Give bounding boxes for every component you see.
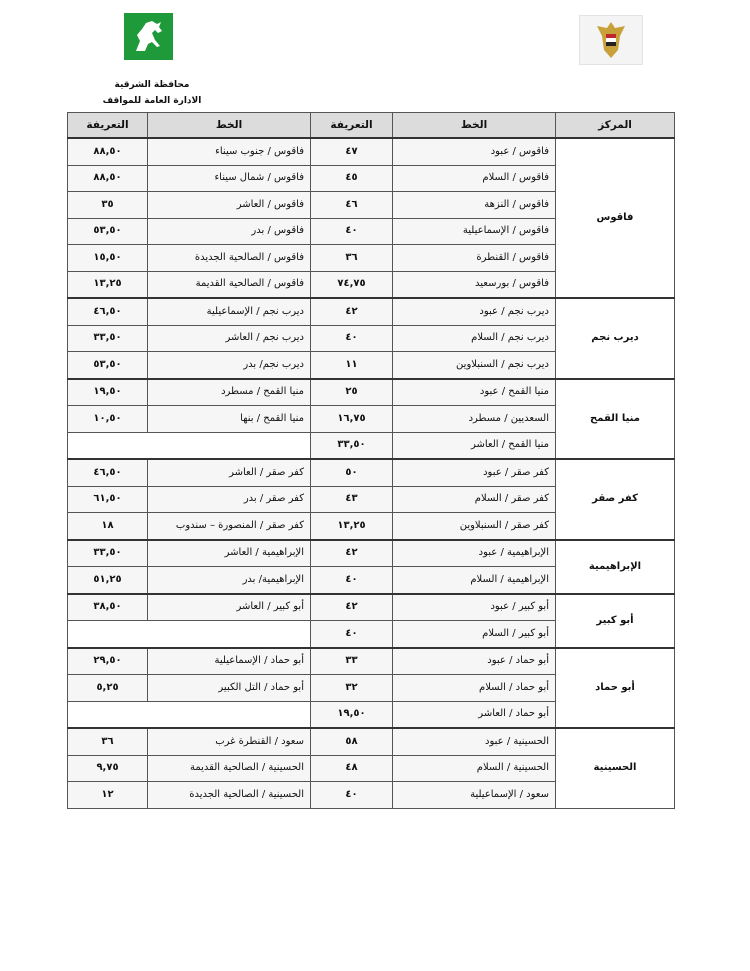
fare-cell: ٥٠ bbox=[311, 459, 393, 486]
line-cell: ديرب نجم / العاشر bbox=[148, 325, 311, 352]
fare-cell: ٤٢ bbox=[311, 540, 393, 567]
fare-cell: ٤٧ bbox=[311, 138, 393, 165]
fare-cell: ٤٥ bbox=[311, 165, 393, 192]
column-header-fare: التعريفة bbox=[311, 113, 393, 139]
table-row bbox=[68, 379, 675, 406]
line-cell: الحسينية / عبود bbox=[393, 728, 556, 755]
fare-cell: ٦١,٥٠ bbox=[68, 486, 148, 513]
line-cell: الحسينية / الصالحية الجديدة bbox=[148, 782, 311, 809]
fare-cell: ٣٣ bbox=[311, 648, 393, 675]
line-cell: ديرب نجم/ بدر bbox=[148, 352, 311, 379]
line-cell: أبو حماد / العاشر bbox=[393, 701, 556, 728]
fare-cell: ٣٨,٥٠ bbox=[68, 594, 148, 621]
line-cell: ديرب نجم / السلام bbox=[393, 325, 556, 352]
eagle-emblem-icon bbox=[580, 16, 642, 64]
fare-cell: ٥١,٢٥ bbox=[68, 567, 148, 594]
fare-cell: ٤٠ bbox=[311, 782, 393, 809]
center-name: فاقوس bbox=[556, 138, 675, 298]
line-cell: فاقوس / العاشر bbox=[148, 192, 311, 219]
fare-cell: ١٦,٧٥ bbox=[311, 406, 393, 433]
horse-emblem-icon bbox=[124, 13, 173, 60]
line-cell: ديرب نجم / السنبلاوين bbox=[393, 352, 556, 379]
line-cell: السعديين / مسطرد bbox=[393, 406, 556, 433]
fare-cell: ٤٠ bbox=[311, 325, 393, 352]
line-cell: الإبراهيمية / عبود bbox=[393, 540, 556, 567]
fare-cell: ١٢ bbox=[68, 782, 148, 809]
line-cell: الإبراهيمية / السلام bbox=[393, 567, 556, 594]
line-cell: فاقوس / شمال سيناء bbox=[148, 165, 311, 192]
fare-cell: ٤٦,٥٠ bbox=[68, 298, 148, 325]
line-cell: منيا القمح / مسطرد bbox=[148, 379, 311, 406]
column-header-line: الخط bbox=[393, 113, 556, 139]
table-row bbox=[68, 648, 675, 675]
empty-cell bbox=[68, 432, 311, 459]
fare-cell: ٤٨ bbox=[311, 755, 393, 782]
column-header-center: المركز bbox=[556, 113, 675, 139]
fare-cell: ٥,٢٥ bbox=[68, 675, 148, 702]
fare-cell: ٣٢ bbox=[311, 675, 393, 702]
fare-cell: ١٩,٥٠ bbox=[68, 379, 148, 406]
fare-cell: ٧٤,٧٥ bbox=[311, 271, 393, 298]
fare-cell: ٣٥ bbox=[68, 192, 148, 219]
line-cell: فاقوس / القنطرة bbox=[393, 245, 556, 272]
line-cell: الإبراهيمية/ بدر bbox=[148, 567, 311, 594]
fare-cell: ٥٨ bbox=[311, 728, 393, 755]
fare-cell: ٥٣,٥٠ bbox=[68, 218, 148, 245]
fare-cell: ١٠,٥٠ bbox=[68, 406, 148, 433]
fare-cell: ١١ bbox=[311, 352, 393, 379]
fare-cell: ٤٦,٥٠ bbox=[68, 459, 148, 486]
table-row bbox=[68, 728, 675, 755]
line-cell: الإبراهيمية / العاشر bbox=[148, 540, 311, 567]
empty-cell bbox=[68, 621, 311, 648]
line-cell: أبو حماد / السلام bbox=[393, 675, 556, 702]
fare-cell: ٩,٧٥ bbox=[68, 755, 148, 782]
fare-cell: ١٣,٢٥ bbox=[311, 513, 393, 540]
fares-table bbox=[67, 112, 675, 809]
fare-cell: ١٣,٢٥ bbox=[68, 271, 148, 298]
line-cell: منيا القمح / العاشر bbox=[393, 432, 556, 459]
fare-cell: ١٨ bbox=[68, 513, 148, 540]
fare-cell: ٤٠ bbox=[311, 567, 393, 594]
line-cell: أبو كبير / عبود bbox=[393, 594, 556, 621]
fare-cell: ٣٣,٥٠ bbox=[311, 432, 393, 459]
fare-cell: ٢٩,٥٠ bbox=[68, 648, 148, 675]
line-cell: منيا القمح / بنها bbox=[148, 406, 311, 433]
line-cell: فاقوس / جنوب سيناء bbox=[148, 138, 311, 165]
fare-cell: ٤٣ bbox=[311, 486, 393, 513]
fare-cell: ٤٠ bbox=[311, 621, 393, 648]
line-cell: فاقوس / النزهة bbox=[393, 192, 556, 219]
table-header-row bbox=[68, 113, 675, 139]
fare-cell: ٤٢ bbox=[311, 594, 393, 621]
center-name: أبو كبير bbox=[556, 594, 675, 648]
fare-cell: ١٩,٥٠ bbox=[311, 701, 393, 728]
column-header-fare-2: التعريفة bbox=[68, 113, 148, 139]
line-cell: أبو كبير / السلام bbox=[393, 621, 556, 648]
fare-cell: ٣٦ bbox=[311, 245, 393, 272]
line-cell: فاقوس / الصالحية الجديدة bbox=[148, 245, 311, 272]
fare-cell: ٤٦ bbox=[311, 192, 393, 219]
line-cell: كفر صقر / المنصورة – سندوب bbox=[148, 513, 311, 540]
line-cell: كفر صقر / بدر bbox=[148, 486, 311, 513]
line-cell: الحسينية / الصالحية القديمة bbox=[148, 755, 311, 782]
center-name: أبو حماد bbox=[556, 648, 675, 729]
center-name: ديرب نجم bbox=[556, 298, 675, 379]
table-row bbox=[68, 459, 675, 486]
line-cell: أبو حماد / التل الكبير bbox=[148, 675, 311, 702]
table-row bbox=[68, 594, 675, 621]
line-cell: ديرب نجم / الإسماعيلية bbox=[148, 298, 311, 325]
line-cell: كفر صقر / عبود bbox=[393, 459, 556, 486]
line-cell: كفر صقر / السلام bbox=[393, 486, 556, 513]
table-row bbox=[68, 298, 675, 325]
line-cell: فاقوس / الإسماعيلية bbox=[393, 218, 556, 245]
fare-cell: ٣٦ bbox=[68, 728, 148, 755]
line-cell: ديرب نجم / عبود bbox=[393, 298, 556, 325]
center-name: منيا القمح bbox=[556, 379, 675, 460]
fare-cell: ٤٢ bbox=[311, 298, 393, 325]
fare-cell: ٤٠ bbox=[311, 218, 393, 245]
department-name: الادارة العامة للمواقف bbox=[102, 96, 202, 106]
fare-cell: ٨٨,٥٠ bbox=[68, 138, 148, 165]
column-header-line-2: الخط bbox=[148, 113, 311, 139]
center-name: كفر صقر bbox=[556, 459, 675, 540]
governorate-name: محافظة الشرقية bbox=[114, 80, 190, 90]
line-cell: كفر صقر / السنبلاوين bbox=[393, 513, 556, 540]
fare-cell: ٨٨,٥٠ bbox=[68, 165, 148, 192]
line-cell: أبو حماد / عبود bbox=[393, 648, 556, 675]
table-row bbox=[68, 138, 675, 165]
line-cell: سعود / الإسماعيلية bbox=[393, 782, 556, 809]
line-cell: فاقوس / الصالحية القديمة bbox=[148, 271, 311, 298]
fare-cell: ٣٣,٥٠ bbox=[68, 540, 148, 567]
line-cell: أبو كبير / العاشر bbox=[148, 594, 311, 621]
empty-cell bbox=[68, 701, 311, 728]
fare-cell: ٣٣,٥٠ bbox=[68, 325, 148, 352]
line-cell: منيا القمح / عبود bbox=[393, 379, 556, 406]
line-cell: أبو حماد / الإسماعيلية bbox=[148, 648, 311, 675]
table-row bbox=[68, 540, 675, 567]
line-cell: سعود / القنطرة غرب bbox=[148, 728, 311, 755]
sharqia-logo bbox=[124, 13, 173, 60]
line-cell: كفر صقر / العاشر bbox=[148, 459, 311, 486]
line-cell: الحسينية / السلام bbox=[393, 755, 556, 782]
center-name: الإبراهيمية bbox=[556, 540, 675, 594]
fare-cell: ٥٣,٥٠ bbox=[68, 352, 148, 379]
center-name: الحسينية bbox=[556, 728, 675, 808]
fare-cell: ١٥,٥٠ bbox=[68, 245, 148, 272]
line-cell: فاقوس / بورسعيد bbox=[393, 271, 556, 298]
line-cell: فاقوس / عبود bbox=[393, 138, 556, 165]
line-cell: فاقوس / السلام bbox=[393, 165, 556, 192]
line-cell: فاقوس / بدر bbox=[148, 218, 311, 245]
fare-cell: ٢٥ bbox=[311, 379, 393, 406]
egypt-emblem bbox=[579, 15, 643, 65]
